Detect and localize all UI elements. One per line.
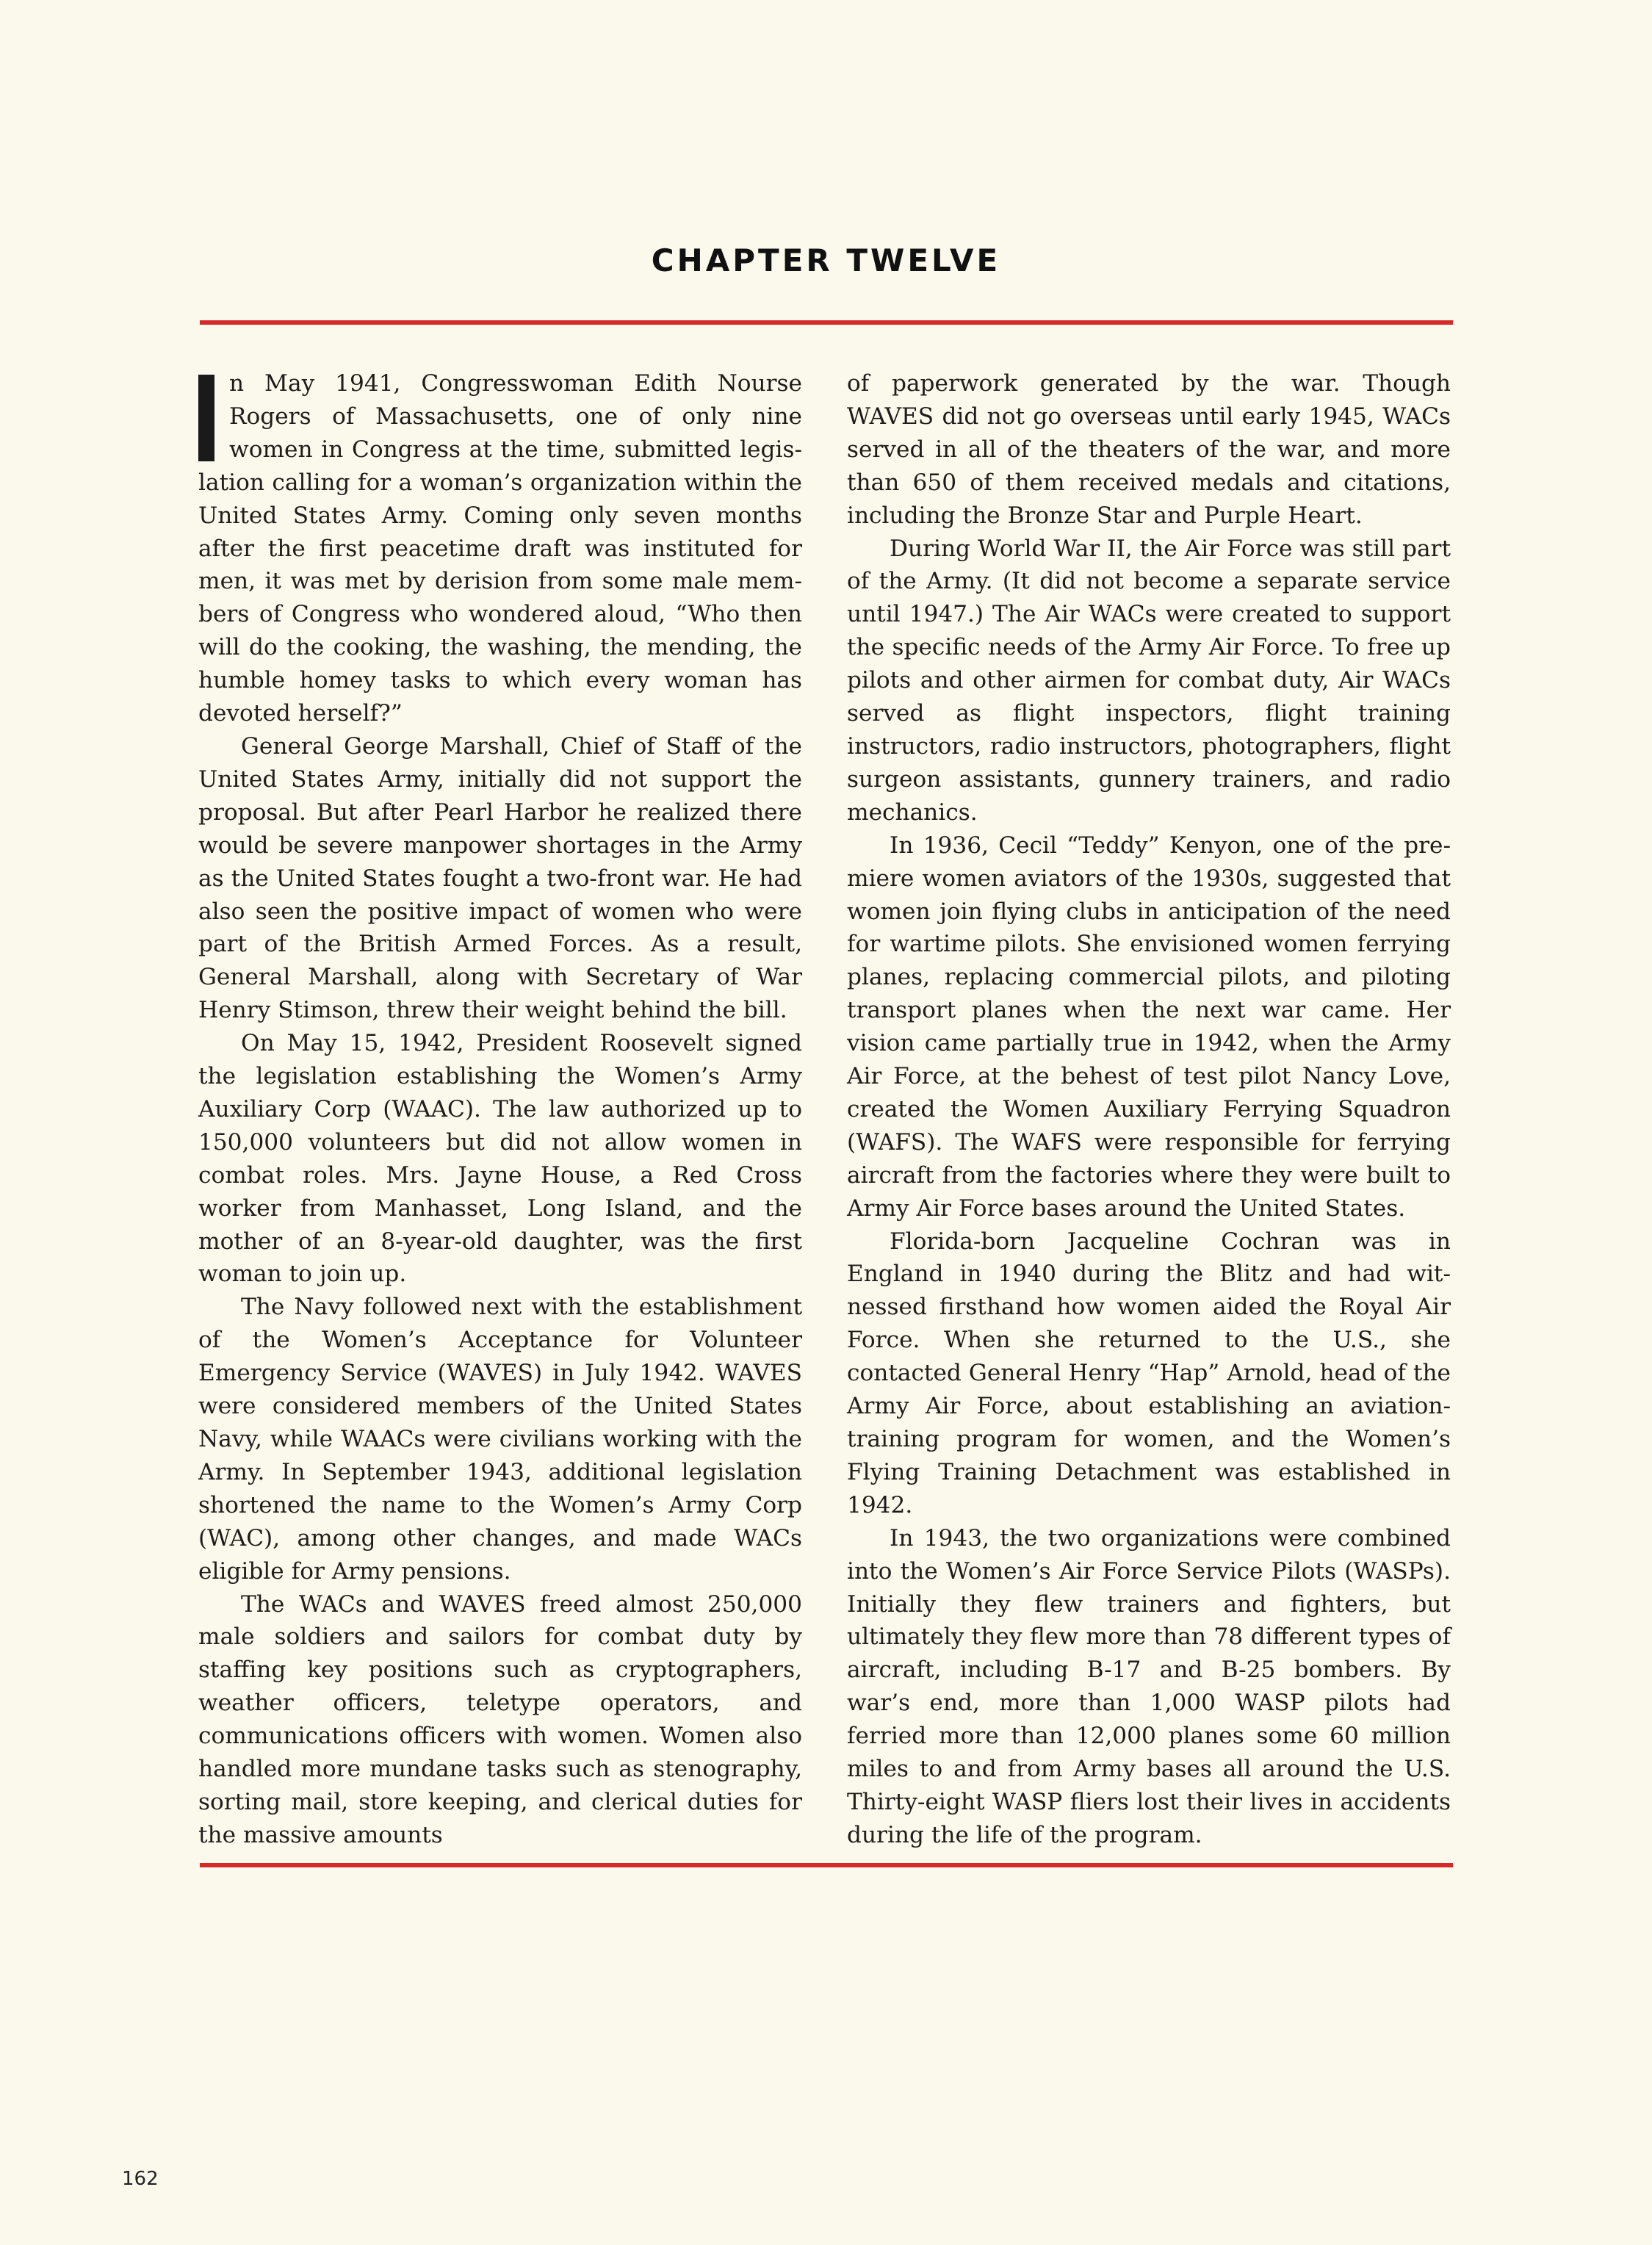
right-column — [847, 367, 1451, 1852]
bottom-divider — [200, 1863, 1453, 1867]
paragraph-8: Florida-born Jacqueline Cochran was in England in 1940 during the Blitz and had witnessed firsthand how women aided the Royal Air Force. When she returned to the U.S., she contacted General Henry “Hap” Arnold, head of the Army Air Force, about establishing an aviation-training program for women, and the Women’s Flying Training Detachment was established in 1942. — [847, 1228, 1451, 1518]
chapter-title: CHAPTER TWELVE — [651, 242, 1001, 278]
drop-cap — [198, 375, 214, 461]
paragraph-5: The WACs and WAVES freed almost 250,000 male soldiers and sailors for combat duty by staffing key positions such as cryptographers, weather officers, teletype operators, and communications officers with women. Women also handled more mundane tasks such as stenography, sorting mail, store keeping, and clerical duties for the massive amounts — [198, 1590, 802, 1848]
top-divider — [200, 320, 1453, 325]
paragraph-4: The Navy followed next with the establishment of the Women’s Acceptance for Volunteer Emergency Service (WAVES) in July 1942. WAVES were considered members of the United States Navy, while WAACs were civilians working with the Army. In September 1943, additional legislation shortened the name to the Women’s Army Corp (WAC), among other changes, and made WACs eligible for Army pensions. — [198, 1294, 802, 1585]
paragraph-5-continued: of paperwork generated by the war. Though WAVES did not go overseas until early 1945, WACs served in all of the theaters of the war, and more than 650 of them received medals and citations, including the Bronze Star and Purple Heart. — [847, 370, 1451, 529]
paragraph-2: General George Marshall, Chief of Staff of the United States Army, initially did not support the proposal. But after Pearl Harbor he realized there would be severe manpower shortages in the Army as the United States fought a two-front war. He had also seen the positive impact of women who were part of the British Armed Forces. As a result, General Marshall, along with Secretary of War Henry Stimson, threw their weight behind the bill. — [198, 732, 802, 1024]
paragraph-3: On May 15, 1942, President Roosevelt signed the legislation establishing the Women’s Army Auxiliary Corp (WAAC). The law authorized up to 150,000 volunteers but did not allow women in combat roles. Mrs. Jayne House, a Red Cross worker from Manhasset, Long Island, and the mother of an 8-year-old daughter, was the first woman to join up. — [198, 1030, 802, 1288]
paragraph-6: During World War II, the Air Force was still part of the Army. (It did not become a separate service until 1947.) The Air WACs were created to support the specific needs of the Army Air Force. To free up pilots and other airmen for combat duty, Air WACs served as flight inspectors, flight training instructors, radio instructors, photographers, flight surgeon assistants, gunnery trainers, and radio mechanics. — [847, 535, 1451, 826]
paragraph-1 — [198, 367, 802, 730]
left-column — [198, 367, 802, 1852]
paragraph-1-text: n May 1941, Congresswoman Edith Nourse Rogers of Massachusetts, one of only nine women in Congress at the time, submitted legislation calling for a woman’s organization within the United States Army. Coming only seven months after the first peacetime draft was instituted for men, it was met by derision from some male members of Congress who wondered aloud, “Who then will do the cooking, the washing, the mending, the humble homey tasks to which every woman has devoted herself?” — [198, 370, 802, 727]
page-number: 162 — [122, 2168, 159, 2190]
paragraph-7: In 1936, Cecil “Teddy” Kenyon, one of the premiere women aviators of the 1930s, suggested that women join flying clubs in anticipation of the need for wartime pilots. She envisioned women ferrying planes, replacing commercial pilots, and piloting transport planes when the next war came. Her vision came partially true in 1942, when the Army Air Force, at the behest of test pilot Nancy Love, created the Women Auxiliary Ferrying Squadron (WAFS). The WAFS were responsible for ferrying aircraft from the factories where they were built to Army Air Force bases around the United States. — [847, 832, 1451, 1222]
paragraph-9: In 1943, the two organizations were combined into the Women’s Air Force Service Pilots (WASPs). Initially they flew trainers and fighters, but ultimately they flew more than 78 different types of aircraft, including B-17 and B-25 bombers. By war’s end, more than 1,000 WASP pilots had ferried more than 12,000 planes some 60 million miles to and from Army bases all around the U.S. Thirty-eight WASP fliers lost their lives in accidents during the life of the program. — [847, 1524, 1451, 1848]
